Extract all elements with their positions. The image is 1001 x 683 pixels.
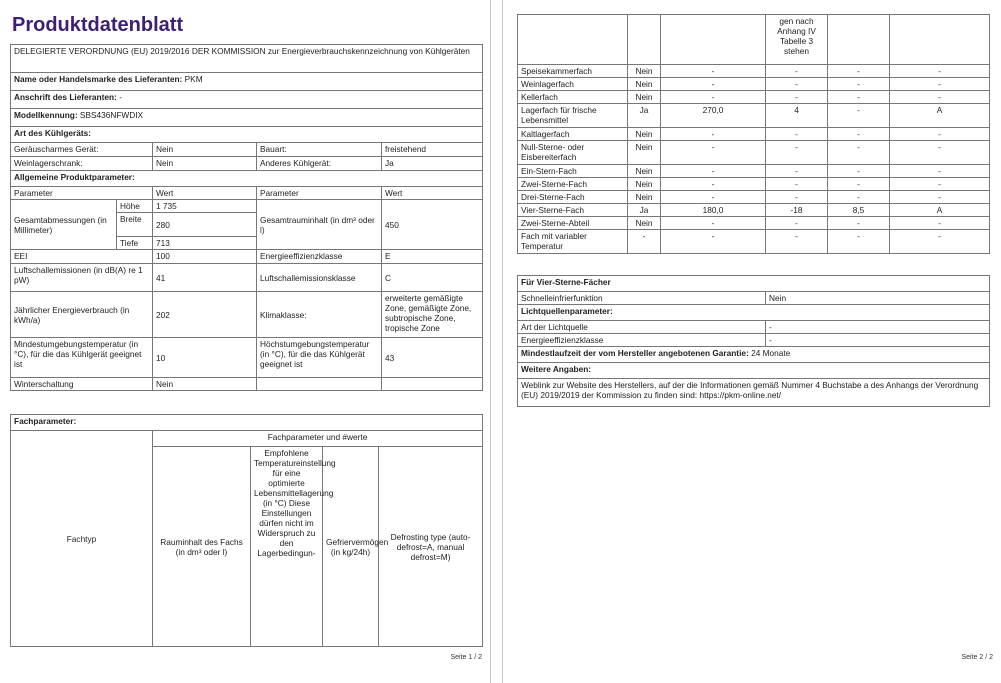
- compartment-temp: -18: [766, 204, 828, 217]
- product-table: [10, 44, 483, 391]
- depth-value: 713: [153, 237, 257, 250]
- compartment-row: [518, 165, 990, 178]
- compartment-freeze: -: [828, 230, 890, 254]
- compartment-name: Ein-Stern-Fach: [518, 165, 628, 178]
- four-star-heading: Für Vier-Sterne-Fächer: [518, 276, 990, 292]
- compartment-row: [518, 91, 990, 104]
- compartment-freeze: -: [828, 178, 890, 191]
- compartment-defrost: -: [890, 230, 990, 254]
- compartment-volume: -: [661, 141, 766, 165]
- noise-value: 41: [153, 264, 257, 292]
- general-heading: Allgemeine Produktparameter:: [11, 171, 483, 187]
- compartment-row: [518, 217, 990, 230]
- energy-value: 202: [153, 292, 257, 338]
- compartment-row: [518, 78, 990, 91]
- address-value: -: [119, 92, 122, 102]
- volume-label: Gesamtrauminhalt (in dm³ oder l): [257, 200, 382, 250]
- compartment-row: [518, 141, 990, 165]
- compartment-freeze: -: [828, 104, 890, 128]
- design-label: Bauart:: [257, 143, 382, 157]
- compartment-temp: -: [766, 191, 828, 204]
- compartment-volume: -: [661, 217, 766, 230]
- compartment-volume: -: [661, 230, 766, 254]
- warranty-label: Mindestlaufzeit der vom Hersteller angebotenen Garantie:: [521, 348, 749, 358]
- depth-label: Tiefe: [117, 237, 153, 250]
- energy-label: Jährlicher Energieverbrauch (in kWh/a): [11, 292, 153, 338]
- compartment-freeze: -: [828, 128, 890, 141]
- compartment-present: Nein: [628, 178, 661, 191]
- wine-label: Weinlagerschrank:: [11, 157, 153, 171]
- mintemp-value: 10: [153, 338, 257, 378]
- compartment-freeze: -: [828, 191, 890, 204]
- compartment-present: Nein: [628, 141, 661, 165]
- comp-params-heading: Fachparameter und #werte: [153, 431, 483, 447]
- compartment-defrost: -: [890, 191, 990, 204]
- compartment-name: Kellerfach: [518, 91, 628, 104]
- compartment-present: -: [628, 230, 661, 254]
- compartment-defrost: -: [890, 91, 990, 104]
- page-number-2: Seite 2 / 2: [961, 654, 993, 661]
- compartment-freeze: -: [828, 141, 890, 165]
- height-label: Höhe: [117, 200, 153, 213]
- climate-label: Klimaklasse:: [257, 292, 382, 338]
- compartment-volume: -: [661, 165, 766, 178]
- more-heading: Weitere Angaben:: [518, 363, 990, 379]
- page-title: Produktdatenblatt: [12, 14, 184, 36]
- comp-defrost-header: Defrosting type (auto-defrost=A, manual defrost=M): [379, 447, 483, 647]
- fast-freeze-value: Nein: [766, 292, 990, 305]
- compartment-temp: -: [766, 65, 828, 78]
- page-2: [502, 0, 1001, 683]
- compartment-row: [518, 128, 990, 141]
- compartment-freeze: -: [828, 217, 890, 230]
- comp-temp-header: Empfohlene Temperatureinstellung für eine optimierte Lebensmittellagerung (in °C) Diese Einstellungen dürfen nicht im Widerspruch zu den Lagerbedingun-: [251, 447, 323, 647]
- compartment-row: [518, 104, 990, 128]
- maxtemp-label: Höchstumgebungstemperatur (in °C), für die das Kühlgerät geeignet ist: [257, 338, 382, 378]
- compartment-volume: 270,0: [661, 104, 766, 128]
- compartment-temp: -: [766, 230, 828, 254]
- compartment-temp: -: [766, 165, 828, 178]
- compartment-present: Nein: [628, 65, 661, 78]
- page-number: Seite 1 / 2: [450, 654, 482, 661]
- col-value-2: Wert: [382, 187, 483, 200]
- compartment-name: Null-Sterne- oder Eisbereiterfach: [518, 141, 628, 165]
- climate-value: erweiterte gemäßigte Zone, gemäßigte Zone, subtropische Zone, tropische Zone: [382, 292, 483, 338]
- supplier-label: Name oder Handelsmarke des Lieferanten:: [14, 74, 183, 84]
- comp-type-header: Fachtyp: [11, 431, 153, 647]
- supplier-value: PKM: [184, 74, 203, 84]
- comp-freeze-header: Gefriervermögen (in kg/24h): [323, 447, 379, 647]
- col-param-2: Parameter: [257, 187, 382, 200]
- more-text: Weblink zur Website des Herstellers, auf der die Informationen gemäß Nummer 4 Buchstabe a des Anhangs der Verordnung (EU) 2019/2019 der Kommission zu finden sind: https://pkm-online.net/: [518, 379, 990, 407]
- compartment-name: Fach mit variabler Temperatur: [518, 230, 628, 254]
- low-noise-value: Nein: [153, 143, 257, 157]
- supplier-row: [11, 73, 483, 91]
- compartment-temp: -: [766, 78, 828, 91]
- compartment-present: Nein: [628, 91, 661, 104]
- col-value-1: Wert: [153, 187, 257, 200]
- compartment-present: Nein: [628, 191, 661, 204]
- other-value: Ja: [382, 157, 483, 171]
- eei-value: 100: [153, 250, 257, 264]
- compartment-freeze: -: [828, 65, 890, 78]
- comp-volume-header: Rauminhalt des Fachs (in dm³ oder l): [153, 447, 251, 647]
- compartment-volume: -: [661, 65, 766, 78]
- compartment-name: Drei-Sterne-Fach: [518, 191, 628, 204]
- compartment-defrost: -: [890, 178, 990, 191]
- other-label: Anderes Kühlgerät:: [257, 157, 382, 171]
- light-type-label: Art der Lichtquelle: [518, 321, 766, 334]
- model-row: [11, 109, 483, 127]
- compartment-volume: -: [661, 78, 766, 91]
- compartment-present: Nein: [628, 78, 661, 91]
- volume-value: 450: [382, 200, 483, 250]
- compartment-row: [518, 230, 990, 254]
- warranty-value: 24 Monate: [751, 348, 791, 358]
- compartment-temp: -: [766, 128, 828, 141]
- compartment-defrost: A: [890, 204, 990, 217]
- page-1: [0, 0, 491, 683]
- temp-header-continuation: gen nach Anhang IV Tabelle 3 stehen: [766, 15, 828, 65]
- compartment-freeze: 8,5: [828, 204, 890, 217]
- compartment-defrost: -: [890, 217, 990, 230]
- compartment-name: Zwei-Sterne-Fach: [518, 178, 628, 191]
- col-param-1: Parameter: [11, 187, 153, 200]
- compartment-defrost: -: [890, 141, 990, 165]
- compartment-present: Ja: [628, 204, 661, 217]
- compartment-table: [517, 14, 990, 254]
- compartment-defrost: -: [890, 128, 990, 141]
- light-type-value: -: [766, 321, 990, 334]
- compartment-defrost: -: [890, 78, 990, 91]
- regulation-text: DELEGIERTE VERORDNUNG (EU) 2019/2016 DER KOMMISSION zur Energieverbrauchskennzeichnung von Kühlgeräten: [11, 45, 483, 73]
- noiseclass-label: Luftschallemissionsklasse: [257, 264, 382, 292]
- compartment-temp: -: [766, 141, 828, 165]
- compartment-row: [518, 65, 990, 78]
- compartment-temp: -: [766, 217, 828, 230]
- compartment-freeze: -: [828, 78, 890, 91]
- compartment-name: Lagerfach für frische Lebensmittel: [518, 104, 628, 128]
- extra-table: [517, 275, 990, 407]
- compartment-rows: [518, 65, 990, 254]
- compartment-name: Vier-Sterne-Fach: [518, 204, 628, 217]
- light-class-label: Energieeffizienzklasse: [518, 334, 766, 347]
- low-noise-label: Geräuscharmes Gerät:: [11, 143, 153, 157]
- compartment-temp: -: [766, 91, 828, 104]
- address-label: Anschrift des Lieferanten:: [14, 92, 117, 102]
- compartment-volume: 180,0: [661, 204, 766, 217]
- fast-freeze-label: Schnelleinfrierfunktion: [518, 292, 766, 305]
- winter-label: Winterschaltung: [11, 378, 153, 391]
- width-label: Breite: [117, 213, 153, 237]
- eei-label: EEI: [11, 250, 153, 264]
- compartment-defrost: A: [890, 104, 990, 128]
- compartment-defrost: -: [890, 165, 990, 178]
- maxtemp-value: 43: [382, 338, 483, 378]
- compartment-temp: 4: [766, 104, 828, 128]
- compartment-present: Ja: [628, 104, 661, 128]
- height-value: 1 735: [153, 200, 257, 213]
- light-class-value: -: [766, 334, 990, 347]
- compartment-volume: -: [661, 178, 766, 191]
- compartment-row: [518, 191, 990, 204]
- compartment-name: Zwei-Sterne-Abteil: [518, 217, 628, 230]
- compartment-header-table: [10, 414, 483, 647]
- compartment-volume: -: [661, 128, 766, 141]
- winter-value: Nein: [153, 378, 257, 391]
- width-value: 280: [153, 213, 257, 237]
- compartment-present: Nein: [628, 217, 661, 230]
- compartment-freeze: -: [828, 165, 890, 178]
- type-heading: Art des Kühlgeräts:: [11, 127, 483, 143]
- compartment-defrost: -: [890, 65, 990, 78]
- noise-label: Luftschallemissionen (in dB(A) re 1 pW): [11, 264, 153, 292]
- warranty-row: [518, 347, 990, 363]
- compartment-temp: -: [766, 178, 828, 191]
- compartment-row: [518, 178, 990, 191]
- model-label: Modellkennung:: [14, 110, 78, 120]
- compartment-present: Nein: [628, 128, 661, 141]
- compartment-volume: -: [661, 91, 766, 104]
- compartment-name: Kaltlagerfach: [518, 128, 628, 141]
- eclass-value: E: [382, 250, 483, 264]
- compartment-name: Weinlagerfach: [518, 78, 628, 91]
- mintemp-label: Mindestumgebungstemperatur (in °C), für die das Kühlgerät geeignet ist: [11, 338, 153, 378]
- compartment-volume: -: [661, 191, 766, 204]
- compartment-heading: Fachparameter:: [11, 415, 483, 431]
- address-row: [11, 91, 483, 109]
- wine-value: Nein: [153, 157, 257, 171]
- dims-label: Gesamtabmessungen (in Millimeter): [11, 200, 117, 250]
- light-heading: Lichtquellenparameter:: [518, 305, 990, 321]
- compartment-row: [518, 204, 990, 217]
- compartment-name: Speisekammerfach: [518, 65, 628, 78]
- noiseclass-value: C: [382, 264, 483, 292]
- model-value: SBS436NFWDIX: [79, 110, 144, 120]
- eclass-label: Energieeffizienzklasse: [257, 250, 382, 264]
- compartment-freeze: -: [828, 91, 890, 104]
- compartment-present: Nein: [628, 165, 661, 178]
- design-value: freistehend: [382, 143, 483, 157]
